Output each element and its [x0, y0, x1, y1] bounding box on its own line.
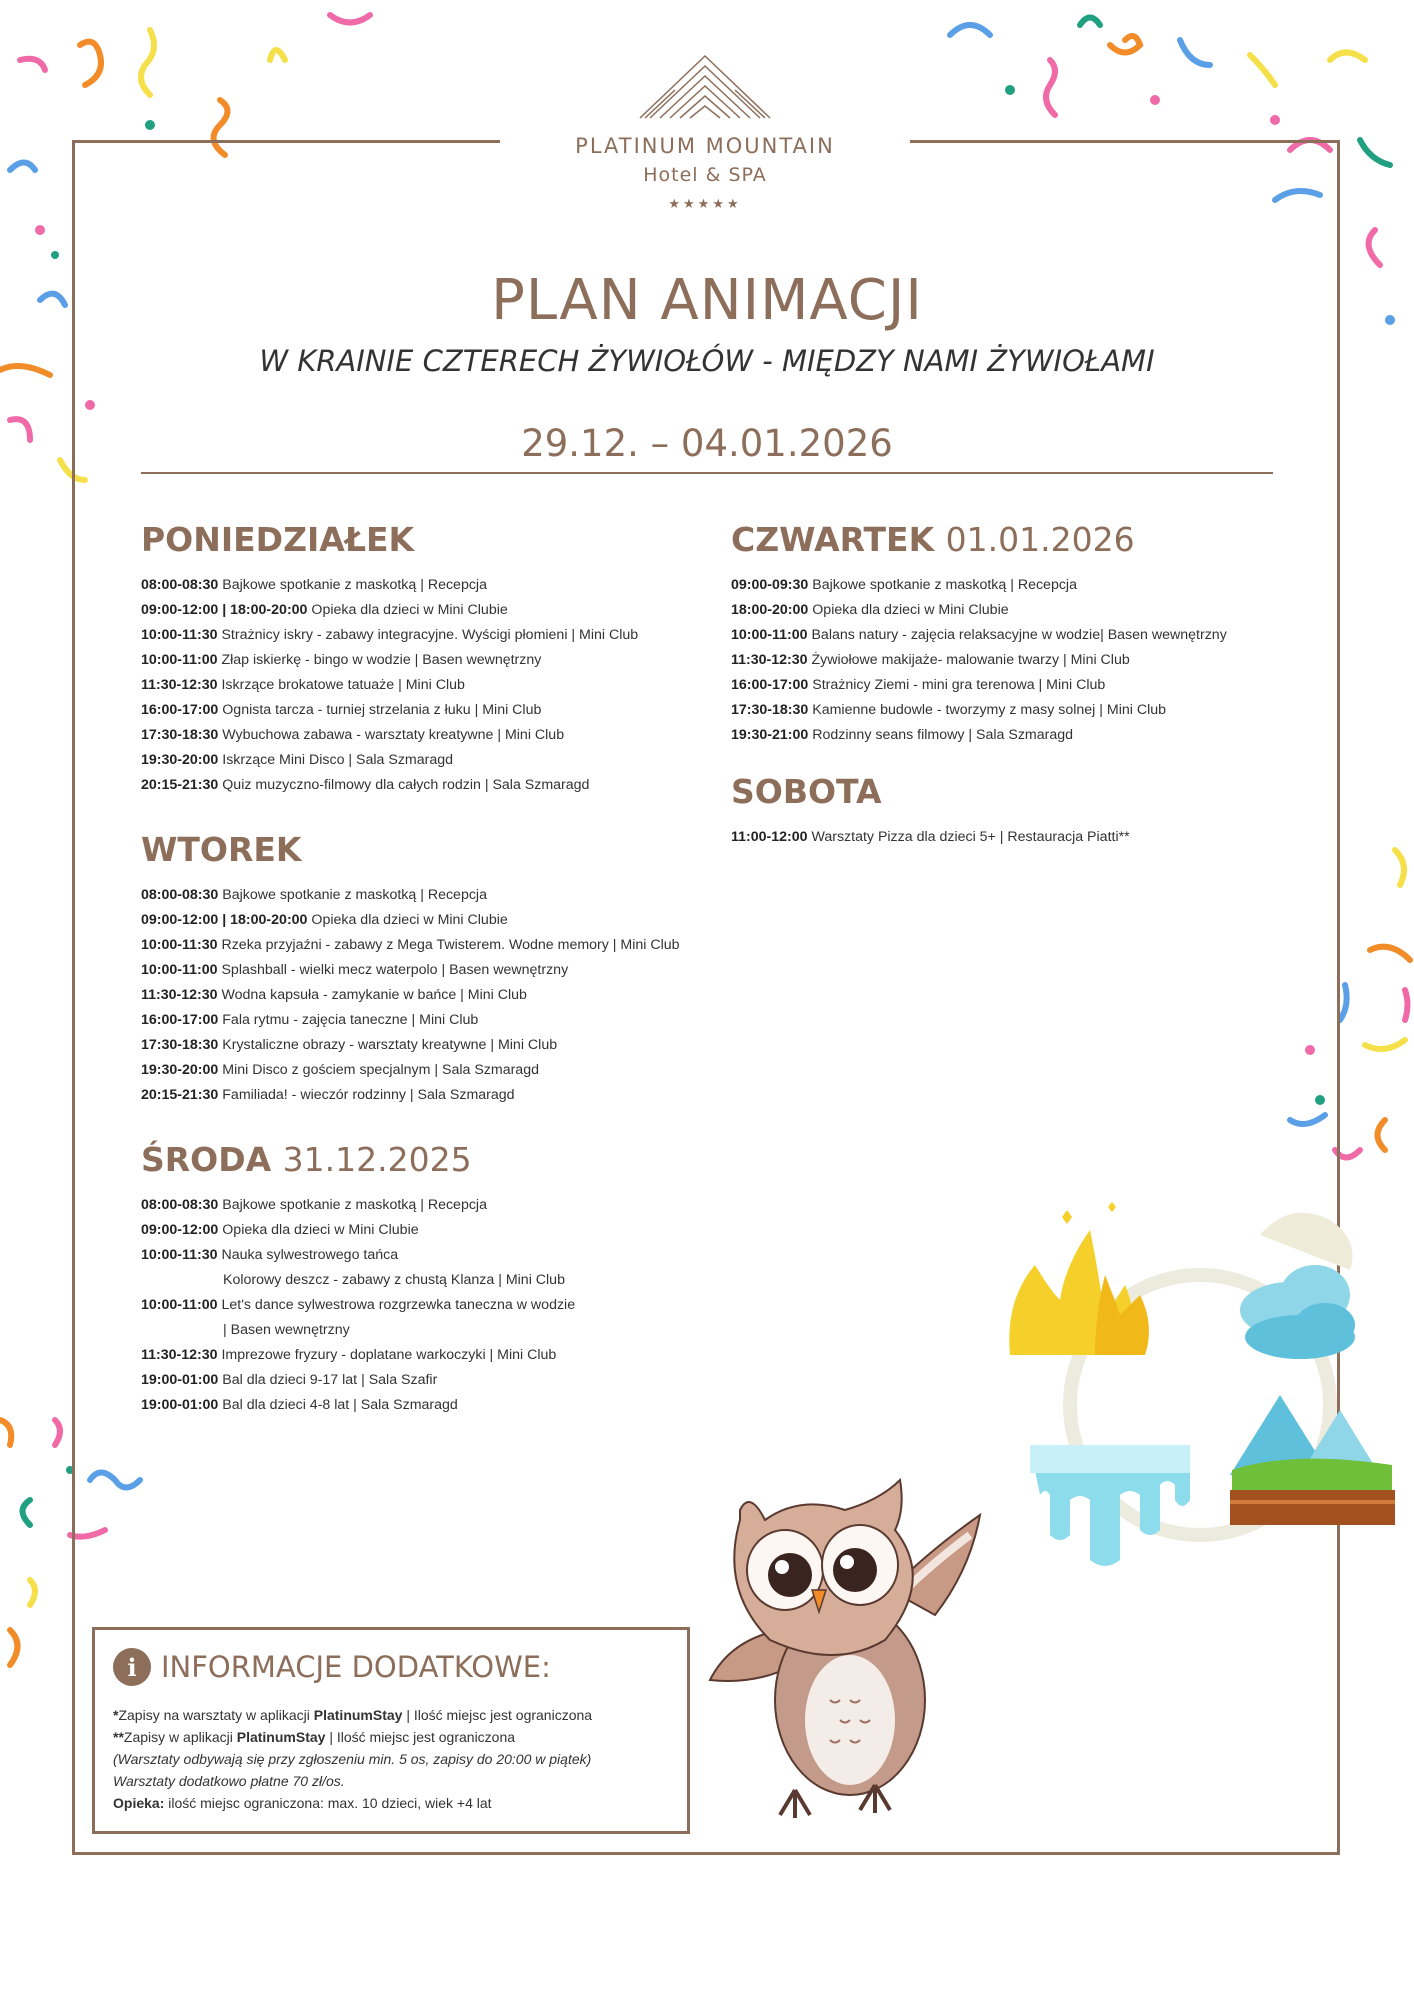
schedule-row — [141, 933, 680, 958]
event-description: Bajkowe spotkanie z maskotką | Recepcja — [222, 1197, 487, 1213]
event-description: Opieka dla dzieci w Mini Clubie — [222, 1222, 419, 1238]
schedule-row — [141, 1218, 575, 1243]
day-tuesday — [141, 830, 680, 1108]
info-icon: i — [113, 1648, 151, 1686]
event-description: Krystaliczne obrazy - warsztaty kreatywne | Mini Club — [222, 1037, 558, 1053]
day-date: 31.12.2025 — [282, 1140, 472, 1179]
event-time: 19:30-20:00 — [141, 1062, 219, 1078]
event-time: 08:00-08:30 — [141, 887, 219, 903]
event-description: Nauka sylwestrowego tańca — [221, 1247, 399, 1263]
day-wednesday — [141, 1140, 575, 1418]
event-time: 10:00-11:30 — [141, 1247, 218, 1263]
day-date: 01.01.2026 — [945, 520, 1135, 559]
event-time: 10:00-11:00 — [141, 652, 218, 668]
event-description: Rodzinny seans filmowy | Sala Szmaragd — [812, 727, 1074, 743]
event-time: 11:30-12:30 — [141, 987, 218, 1003]
event-description: Strażnicy iskry - zabawy integracyjne. Wyścigi płomieni | Mini Club — [221, 627, 639, 643]
schedule-row — [141, 573, 638, 598]
info-text: | Ilość miejsc jest ograniczona — [325, 1729, 516, 1745]
event-time: 08:00-08:30 — [141, 1197, 219, 1213]
schedule-row — [141, 883, 680, 908]
brand-name: PLATINUM MOUNTAIN — [575, 134, 835, 158]
schedule-list — [141, 883, 680, 1108]
event-time: 11:30-12:30 — [731, 652, 808, 668]
page-subtitle: W KRAINIE CZTERECH ŻYWIOŁÓW - MIĘDZY NAMI ŻYWIOŁAMI — [259, 344, 1155, 378]
info-mark: ** — [113, 1729, 124, 1745]
info-text: | Ilość miejsc jest ograniczona — [402, 1707, 593, 1723]
event-description: | Basen wewnętrzny — [223, 1322, 350, 1338]
event-time: 11:30-12:30 — [141, 677, 218, 693]
schedule-row — [141, 748, 638, 773]
event-description: Quiz muzyczno-filmowy dla całych rodzin | Sala Szmaragd — [222, 777, 590, 793]
event-time: 18:00-20:00 — [731, 602, 809, 618]
event-description: Opieka dla dzieci w Mini Clubie — [311, 912, 508, 928]
info-line-1 — [113, 1704, 669, 1726]
day-name: PONIEDZIAŁEK — [141, 520, 415, 559]
day-heading — [141, 520, 638, 559]
event-description: Warsztaty Pizza dla dzieci 5+ | Restauracja Piatti** — [811, 829, 1130, 845]
event-time: 17:30-18:30 — [731, 702, 809, 718]
day-name: CZWARTEK — [731, 520, 935, 559]
schedule-row — [141, 1083, 680, 1108]
ice-icon — [1030, 1445, 1190, 1566]
schedule-row — [731, 598, 1227, 623]
brand-stars: ★★★★★ — [668, 196, 742, 211]
event-time: 09:00-12:00 — [141, 1222, 219, 1238]
event-description: Splashball - wielki mecz waterpolo | Basen wewnętrzny — [221, 962, 569, 978]
schedule-list — [141, 1193, 575, 1418]
event-time: 20:15-21:30 — [141, 1087, 219, 1103]
info-text: ilość miejsc ograniczona: max. 10 dzieci, wiek +4 lat — [164, 1795, 492, 1811]
event-time: 11:00-12:00 — [731, 829, 808, 845]
day-saturday — [731, 772, 1130, 850]
additional-info-box — [92, 1627, 690, 1834]
event-description: Let's dance sylwestrowa rozgrzewka taneczna w wodzie — [221, 1297, 576, 1313]
day-heading — [731, 520, 1227, 559]
info-header — [113, 1648, 669, 1686]
mountain-logo-icon — [635, 52, 775, 122]
schedule-row — [141, 1268, 575, 1293]
info-label: Opieka: — [113, 1795, 165, 1811]
schedule-row — [141, 698, 638, 723]
schedule-row — [141, 1368, 575, 1393]
event-time: 17:30-18:30 — [141, 1037, 219, 1053]
page-title: PLAN ANIMACJI — [491, 268, 923, 333]
event-time: 10:00-11:00 — [141, 1297, 218, 1313]
schedule-row — [141, 1058, 680, 1083]
schedule-row — [141, 908, 680, 933]
schedule-row — [141, 1193, 575, 1218]
day-heading — [141, 830, 680, 869]
event-description: Kamienne budowle - tworzymy z masy solnej | Mini Club — [812, 702, 1167, 718]
event-time: 10:00-11:00 — [141, 962, 218, 978]
day-name: WTOREK — [141, 830, 302, 869]
schedule-row — [141, 1293, 575, 1318]
event-time: 09:00-12:00 | 18:00-20:00 — [141, 912, 308, 928]
four-elements-illustration — [1000, 1195, 1400, 1575]
mountain-land-icon — [1230, 1395, 1395, 1525]
event-description: Bal dla dzieci 4-8 lat | Sala Szmaragd — [222, 1397, 458, 1413]
schedule-list — [731, 825, 1130, 850]
event-time: 11:30-12:30 — [141, 1347, 218, 1363]
event-time: 17:30-18:30 — [141, 727, 219, 743]
event-description: Bal dla dzieci 9-17 lat | Sala Szafir — [222, 1372, 438, 1388]
info-line-5 — [113, 1792, 669, 1814]
info-text: Zapisy na warsztaty w aplikacji — [118, 1707, 314, 1723]
schedule-row — [141, 1343, 575, 1368]
event-time: 19:00-01:00 — [141, 1372, 219, 1388]
day-heading — [141, 1140, 575, 1179]
schedule-row — [731, 673, 1227, 698]
info-mark: * — [113, 1707, 119, 1723]
event-description: Opieka dla dzieci w Mini Clubie — [812, 602, 1009, 618]
event-time: 10:00-11:00 — [731, 627, 808, 643]
cloud-icon — [1240, 1265, 1355, 1359]
schedule-row — [731, 825, 1130, 850]
info-line-4: Warsztaty dodatkowo płatne 70 zł/os. — [113, 1773, 345, 1789]
day-thursday — [731, 520, 1227, 748]
event-description: Fala rytmu - zajęcia taneczne | Mini Club — [222, 1012, 479, 1028]
date-range: 29.12. – 04.01.2026 — [521, 422, 893, 465]
app-name: PlatinumStay — [313, 1707, 403, 1723]
event-time: 20:15-21:30 — [141, 777, 219, 793]
schedule-row — [141, 623, 638, 648]
event-time: 09:00-12:00 | 18:00-20:00 — [141, 602, 308, 618]
event-description: Iskrzące Mini Disco | Sala Szmaragd — [222, 752, 454, 768]
brand-subtitle: Hotel & SPA — [643, 164, 767, 186]
owl-mascot-illustration — [700, 1470, 1010, 1830]
event-description: Żywiołowe makijaże- malowanie twarzy | Mini Club — [811, 652, 1130, 668]
event-description: Kolorowy deszcz - zabawy z chustą Klanza | Mini Club — [223, 1272, 565, 1288]
event-description: Rzeka przyjaźni - zabawy z Mega Twisterem. Wodne memory | Mini Club — [221, 937, 680, 953]
event-description: Bajkowe spotkanie z maskotką | Recepcja — [812, 577, 1077, 593]
schedule-row — [141, 1393, 575, 1418]
day-heading — [731, 772, 1130, 811]
schedule-row — [141, 773, 638, 798]
info-line-2 — [113, 1726, 669, 1748]
event-description: Bajkowe spotkanie z maskotką | Recepcja — [222, 577, 487, 593]
schedule-row — [141, 1008, 680, 1033]
event-time: 19:00-01:00 — [141, 1397, 219, 1413]
event-description: Bajkowe spotkanie z maskotką | Recepcja — [222, 887, 487, 903]
event-description: Złap iskierkę - bingo w wodzie | Basen wewnętrzny — [221, 652, 542, 668]
schedule-row — [141, 1033, 680, 1058]
info-line-3: (Warsztaty odbywają się przy zgłoszeniu min. 5 os, zapisy do 20:00 w piątek) — [113, 1751, 592, 1767]
event-description: Wybuchowa zabawa - warsztaty kreatywne | Mini Club — [222, 727, 565, 743]
event-description: Balans natury - zajęcia relaksacyjne w wodzie| Basen wewnętrzny — [811, 627, 1227, 643]
schedule-row — [731, 698, 1227, 723]
schedule-row — [731, 723, 1227, 748]
event-time: 16:00-17:00 — [141, 702, 219, 718]
schedule-row — [731, 573, 1227, 598]
schedule-row — [141, 1243, 575, 1268]
event-time: 10:00-11:30 — [141, 627, 218, 643]
event-time: 09:00-09:30 — [731, 577, 809, 593]
schedule-row — [141, 598, 638, 623]
event-description: Mini Disco z gościem specjalnym | Sala Szmaragd — [222, 1062, 539, 1078]
event-time: 16:00-17:00 — [731, 677, 809, 693]
event-description: Imprezowe fryzury - doplatane warkoczyki | Mini Club — [221, 1347, 557, 1363]
divider — [141, 472, 1273, 474]
event-description: Iskrzące brokatowe tatuaże | Mini Club — [221, 677, 465, 693]
event-description: Ognista tarcza - turniej strzelania z łuku | Mini Club — [222, 702, 542, 718]
hotel-logo — [500, 52, 910, 212]
schedule-row — [141, 958, 680, 983]
event-time: 10:00-11:30 — [141, 937, 218, 953]
event-description: Wodna kapsuła - zamykanie w bańce | Mini Club — [221, 987, 527, 1003]
schedule-row — [731, 648, 1227, 673]
schedule-row — [141, 1318, 575, 1343]
event-time: 08:00-08:30 — [141, 577, 219, 593]
schedule-list — [731, 573, 1227, 748]
schedule-row — [731, 623, 1227, 648]
schedule-row — [141, 983, 680, 1008]
event-time: 16:00-17:00 — [141, 1012, 219, 1028]
schedule-list — [141, 573, 638, 798]
event-description: Familiada! - wieczór rodzinny | Sala Szmaragd — [222, 1087, 515, 1103]
schedule-row — [141, 648, 638, 673]
event-description: Strażnicy Ziemi - mini gra terenowa | Mini Club — [812, 677, 1106, 693]
event-description: Opieka dla dzieci w Mini Clubie — [311, 602, 508, 618]
schedule-row — [141, 723, 638, 748]
day-name: ŚRODA — [141, 1140, 272, 1179]
info-text: Zapisy w aplikacji — [123, 1729, 237, 1745]
app-name: PlatinumStay — [236, 1729, 326, 1745]
day-monday — [141, 520, 638, 798]
event-time: 19:30-21:00 — [731, 727, 809, 743]
day-name: SOBOTA — [731, 772, 882, 811]
event-time: 19:30-20:00 — [141, 752, 219, 768]
schedule-row — [141, 673, 638, 698]
info-title: INFORMACJE DODATKOWE: — [161, 1650, 551, 1684]
flame-icon — [1009, 1202, 1149, 1355]
